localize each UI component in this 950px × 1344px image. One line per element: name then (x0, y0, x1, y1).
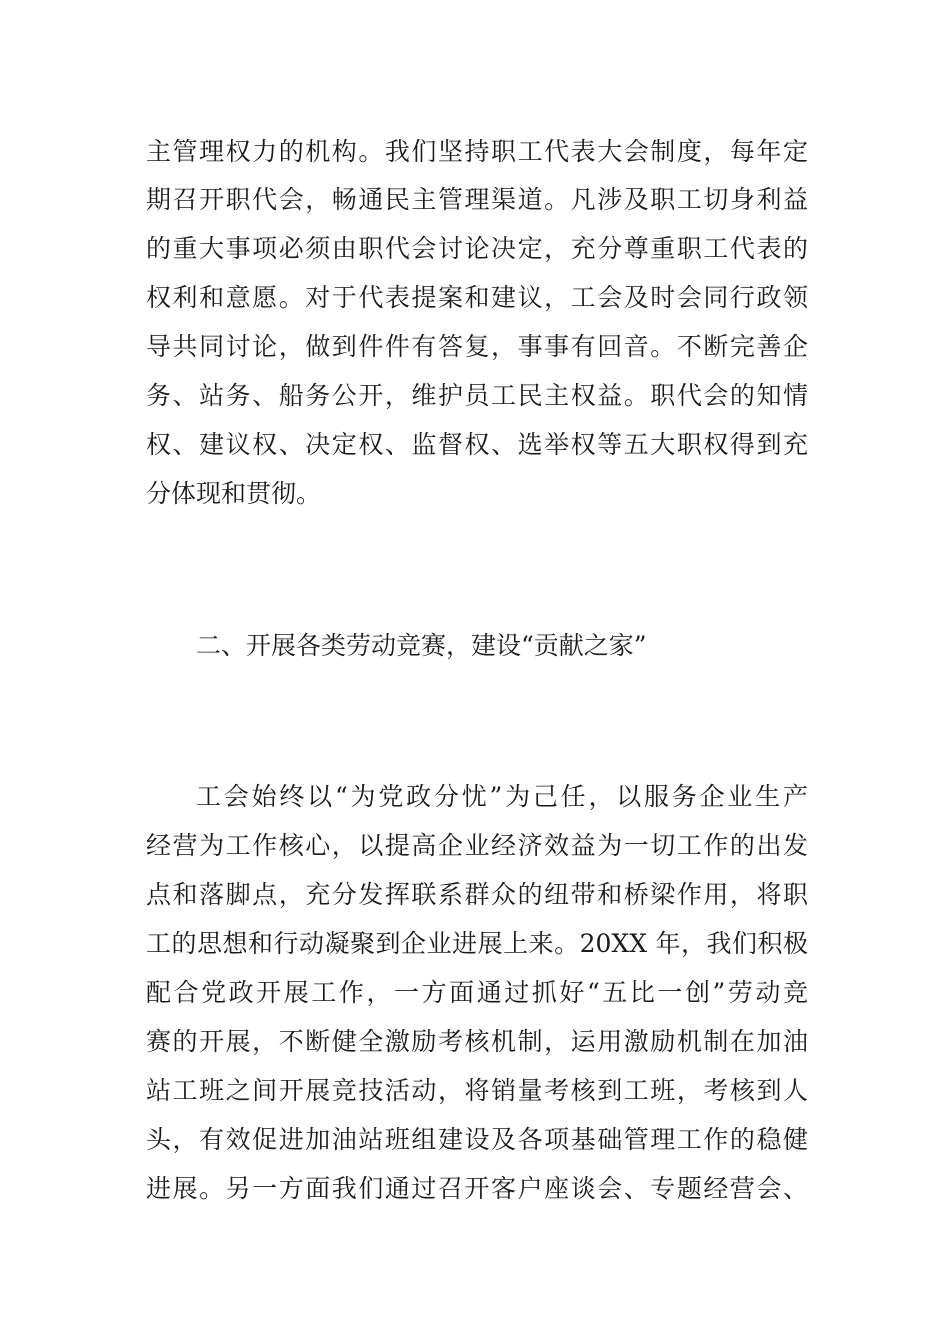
text-line: 经营为工作核心，以提高企业经济效益为一切工作的出发 (146, 831, 808, 860)
text-line: 进展。另一方面我们通过召开客户座谈会、专题经营会、 (146, 1174, 808, 1203)
text-line: 主管理权力的机构。我们坚持职工代表大会制度，每年定 (146, 137, 808, 166)
text-line: 权、建议权、决定权、监督权、选举权等五大职权得到充 (146, 430, 808, 459)
text-line: 站工班之间开展竞技活动，将销量考核到工班，考核到人 (146, 1076, 808, 1105)
text-line: 分体现和贯彻。 (146, 479, 322, 508)
text-line: 期召开职代会，畅通民主管理渠道。凡涉及职工切身利益 (146, 185, 808, 214)
text-line: 头，有效促进加油站班组建设及各项基础管理工作的稳健 (146, 1125, 808, 1154)
text-line: 配合党政开展工作，一方面通过抓好“五比一创”劳动竞 (146, 978, 808, 1007)
text-line: 的重大事项必须由职代会讨论决定，充分尊重职工代表的 (146, 234, 808, 263)
section-heading: 二、开展各类劳动竞赛，建设“贡献之家” (196, 631, 647, 660)
text-line: 赛的开展，不断健全激励考核机制，运用激励机制在加油 (146, 1027, 808, 1056)
text-line: 点和落脚点，充分发挥联系群众的纽带和桥梁作用，将职 (146, 880, 808, 909)
text-line: 导共同讨论，做到件件有答复，事事有回音。不断完善企 (146, 332, 808, 361)
text-line: 工的思想和行动凝聚到企业进展上来。20XX 年，我们积极 (146, 929, 808, 958)
text-line: 工会始终以“为党政分忧”为己任，以服务企业生产 (196, 782, 808, 811)
text-line: 务、站务、船务公开，维护员工民主权益。职代会的知情 (146, 381, 808, 410)
text-line: 权利和意愿。对于代表提案和建议，工会及时会同行政领 (146, 283, 808, 312)
